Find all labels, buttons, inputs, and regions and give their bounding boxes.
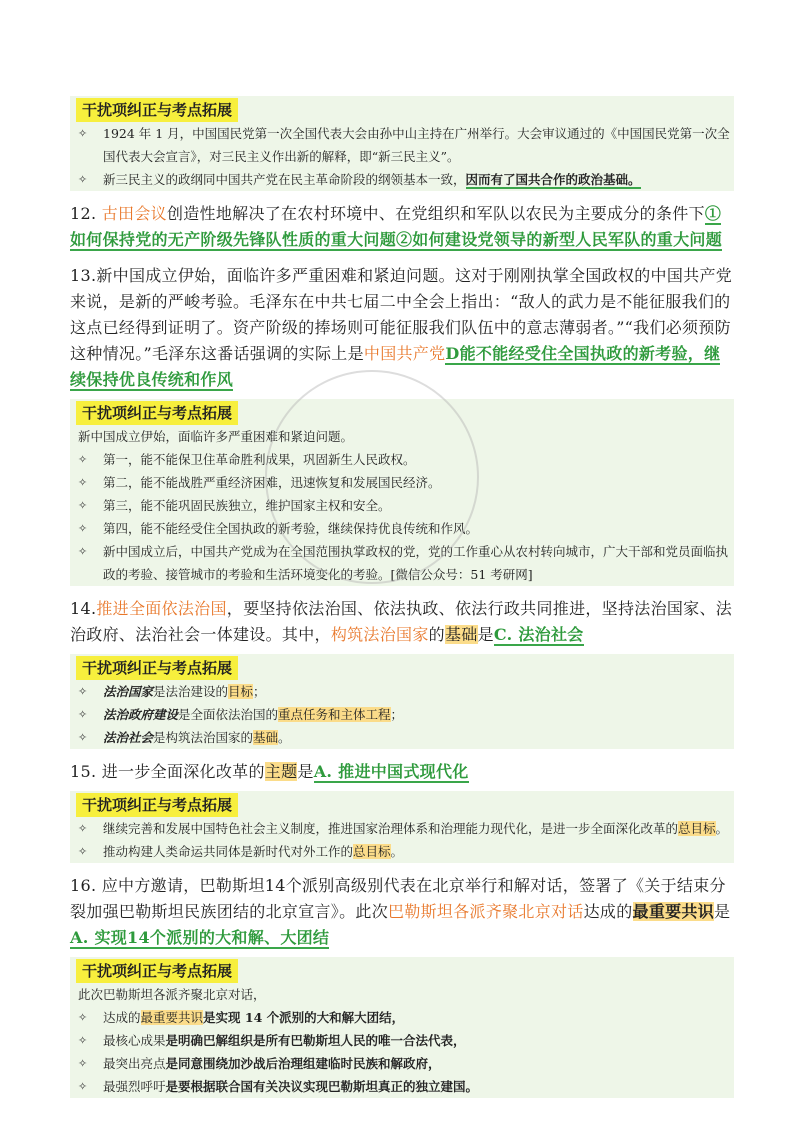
diamond-bullet-icon: ✧	[78, 127, 88, 140]
diamond-bullet-icon: ✧	[78, 845, 88, 858]
list-item: ✧ 法治社会是构筑法治国家的基础。	[70, 726, 734, 749]
box-intro: 新中国成立伊始，面临许多严重困难和紧迫问题。	[78, 429, 354, 444]
note-box-2	[70, 399, 734, 586]
diamond-bullet-icon: ✧	[78, 476, 88, 489]
box-title: 干扰项纠正与考点拓展	[76, 959, 238, 983]
box-intro: 此次巴勒斯坦各派齐聚北京对话，	[78, 987, 266, 1002]
list-item: ✧ 法治政府建设是全面依法治国的重点任务和主体工程；	[70, 703, 734, 726]
diamond-bullet-icon: ✧	[78, 499, 88, 512]
diamond-bullet-icon: ✧	[78, 1011, 88, 1024]
list-item: ✧ 法治国家是法治建设的目标；	[70, 680, 734, 703]
list-item: ✧ 推动构建人类命运共同体是新时代对外工作的总目标。	[70, 840, 734, 863]
document-page	[70, 96, 734, 1098]
question-16: 16. 应中方邀请，巴勒斯坦14个派别高级别代表在北京举行和解对话，签署了《关于结束分裂加强巴勒斯坦民族团结的北京宣言》。此次巴勒斯坦各派齐聚北京对话达成的最重要共识是A. 实现14个派别的大和解、大团结	[70, 876, 731, 947]
diamond-bullet-icon: ✧	[78, 1034, 88, 1047]
note-box-3	[70, 654, 734, 749]
note-box-4	[70, 791, 734, 863]
box-title: 干扰项纠正与考点拓展	[76, 98, 238, 122]
list-item: ✧ 最强烈呼吁是要根据联合国有关决议实现巴勒斯坦真正的独立建国。	[70, 1075, 734, 1098]
list-item: ✧ 第三，能不能巩固民族独立，维护国家主权和安全。	[70, 494, 734, 517]
diamond-bullet-icon: ✧	[78, 1080, 88, 1093]
question-14: 14.推进全面依法治国，要坚持依法治国、依法执政、依法行政共同推进，坚持法治国家、法治政府、法治社会一体建设。其中，构筑法治国家的基础是C. 法治社会	[70, 599, 733, 644]
question-15: 15. 进一步全面深化改革的主题是A. 推进中国式现代化	[70, 762, 469, 781]
box-title: 干扰项纠正与考点拓展	[76, 793, 238, 817]
diamond-bullet-icon: ✧	[78, 822, 88, 835]
diamond-bullet-icon: ✧	[78, 173, 88, 186]
list-item: ✧ 第四，能不能经受住全国执政的新考验，继续保持优良传统和作风。	[70, 517, 734, 540]
diamond-bullet-icon: ✧	[78, 1057, 88, 1070]
diamond-bullet-icon: ✧	[78, 522, 88, 535]
list-item: ✧ 1924 年 1 月，中国国民党第一次全国代表大会由孙中山主持在广州举行。大会审议通过的《中国国民党第一次全国代表大会宣言》，对三民主义作出新的解释，即“新三民主义”。	[70, 122, 734, 168]
list-item: ✧ 第二，能不能战胜严重经济困难，迅速恢复和发展国民经济。	[70, 471, 734, 494]
diamond-bullet-icon: ✧	[78, 545, 88, 558]
note-box-1	[70, 96, 734, 191]
list-item: ✧ 第一，能不能保卫住革命胜利成果，巩固新生人民政权。	[70, 448, 734, 471]
question-12: 12. 古田会议创造性地解决了在农村环境中、在党组织和军队以农民为主要成分的条件下①如何保持党的无产阶级先锋队性质的重大问题②如何建设党领导的新型人民军队的重大问题	[70, 204, 723, 249]
diamond-bullet-icon: ✧	[78, 708, 88, 721]
list-item: ✧ 新三民主义的政纲同中国共产党在民主革命阶段的纲领基本一致，因而有了国共合作的政治基础。	[70, 168, 734, 191]
diamond-bullet-icon: ✧	[78, 685, 88, 698]
note-box-5	[70, 957, 734, 1098]
diamond-bullet-icon: ✧	[78, 453, 88, 466]
box-title: 干扰项纠正与考点拓展	[76, 656, 238, 680]
list-item: ✧ 新中国成立后，中国共产党成为在全国范围执掌政权的党，党的工作重心从农村转向城市，广大干部和党员面临执政的考验、接管城市的考验和生活环境变化的考验。[微信公众号：51 考研网]	[70, 540, 734, 586]
list-item: ✧ 继续完善和发展中国特色社会主义制度，推进国家治理体系和治理能力现代化，是进一步全面深化改革的总目标。	[70, 817, 734, 840]
list-item: ✧ 最核心成果是明确巴解组织是所有巴勒斯坦人民的唯一合法代表，	[70, 1029, 734, 1052]
question-13: 13.新中国成立伊始，面临许多严重困难和紧迫问题。这对于刚刚执掌全国政权的中国共产党来说，是新的严峻考验。毛泽东在中共七届二中全会上指出：“敌人的武力是不能征服我们的这点已经得到证明了。资产阶级的捧场则可能征服我们队伍中的意志薄弱者。”“我们必须预防这种情况。”毛泽东这番话强调的实际上是中国共产党D能不能经受住全国执政的新考验，继续保持优良传统和作风	[70, 266, 733, 389]
box-title: 干扰项纠正与考点拓展	[76, 401, 238, 425]
list-item: ✧ 最突出亮点是同意围绕加沙战后治理组建临时民族和解政府，	[70, 1052, 734, 1075]
diamond-bullet-icon: ✧	[78, 731, 88, 744]
list-item: ✧ 达成的最重要共识是实现 14 个派别的大和解大团结，	[70, 1006, 734, 1029]
